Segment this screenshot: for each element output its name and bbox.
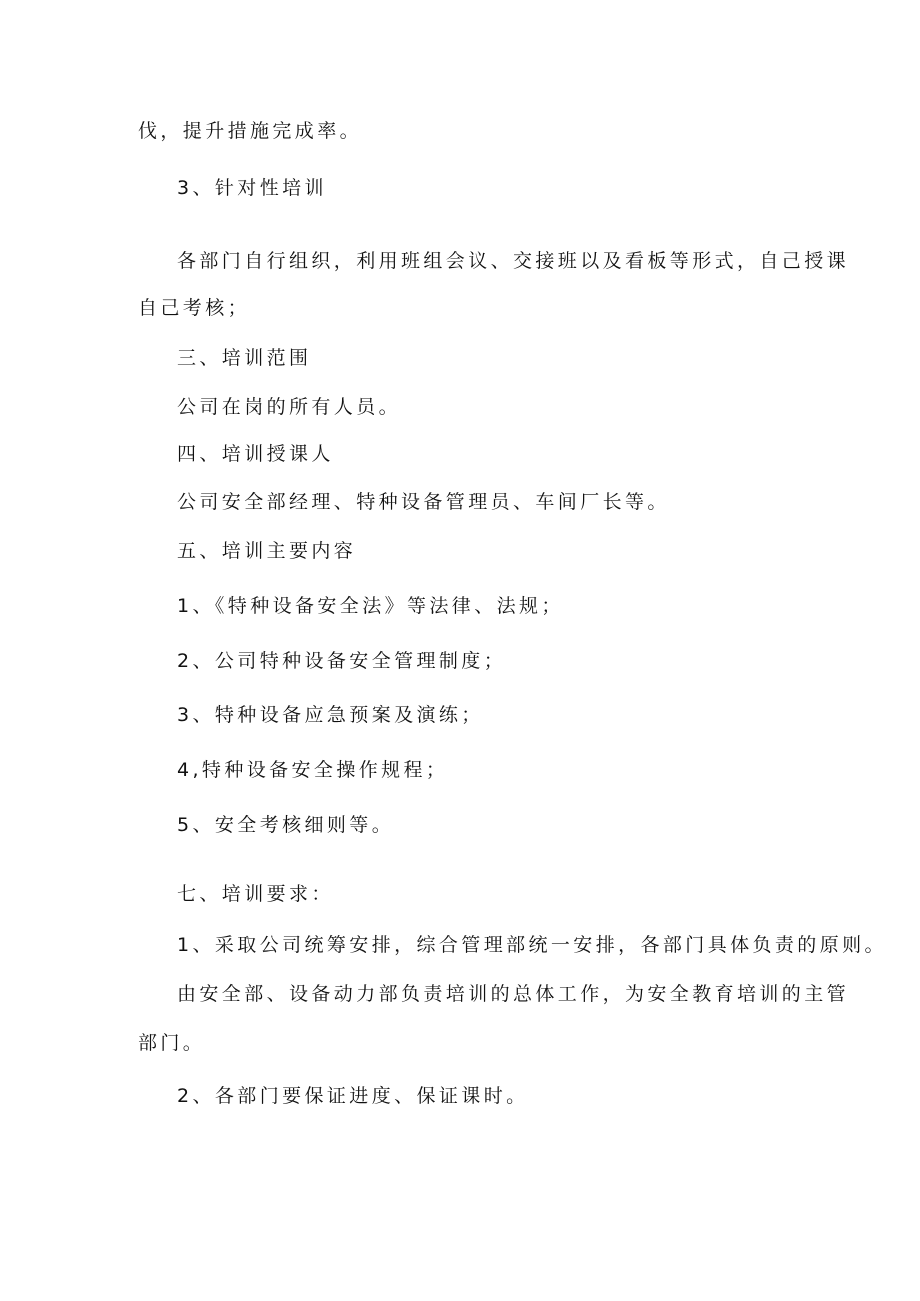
- list-item-content-4: 4,特种设备安全操作规程；: [177, 759, 449, 781]
- list-item-content-3: 3、特种设备应急预案及演练；: [177, 704, 484, 726]
- paragraph-training-scope: 公司在岗的所有人员。: [177, 396, 402, 418]
- paragraph-targeted-training-line-1: 各部门自行组织，利用班组会议、交接班以及看板等形式，自己授课: [177, 250, 850, 272]
- paragraph-targeted-training-line-2: 自己考核；: [138, 297, 251, 319]
- section-heading-targeted-training: 3、针对性培训: [177, 177, 327, 199]
- list-item-content-5: 5、安全考核细则等。: [177, 814, 395, 836]
- paragraph-continuation-text: 伐，提升措施完成率。: [138, 120, 363, 142]
- paragraph-requirement-detail-line-2: 部门。: [138, 1032, 206, 1054]
- paragraph-requirement-detail-line-1: 由安全部、设备动力部负责培训的总体工作，为安全教育培训的主管: [177, 983, 850, 1005]
- list-item-content-2: 2、公司特种设备安全管理制度；: [177, 650, 507, 672]
- section-heading-training-content: 五、培训主要内容: [177, 540, 357, 562]
- section-heading-training-scope: 三、培训范围: [177, 347, 312, 369]
- paragraph-trainers: 公司安全部经理、特种设备管理员、车间厂长等。: [177, 491, 670, 513]
- list-item-content-1: 1、《特种设备安全法》等法律、法规；: [177, 595, 564, 617]
- section-heading-trainers: 四、培训授课人: [177, 443, 334, 465]
- list-item-requirement-1: 1、采取公司统筹安排，综合管理部统一安排，各部门具体负责的原则。: [177, 934, 887, 956]
- list-item-requirement-2: 2、各部门要保证进度、保证课时。: [177, 1085, 529, 1107]
- section-heading-training-requirements: 七、培训要求：: [177, 883, 334, 905]
